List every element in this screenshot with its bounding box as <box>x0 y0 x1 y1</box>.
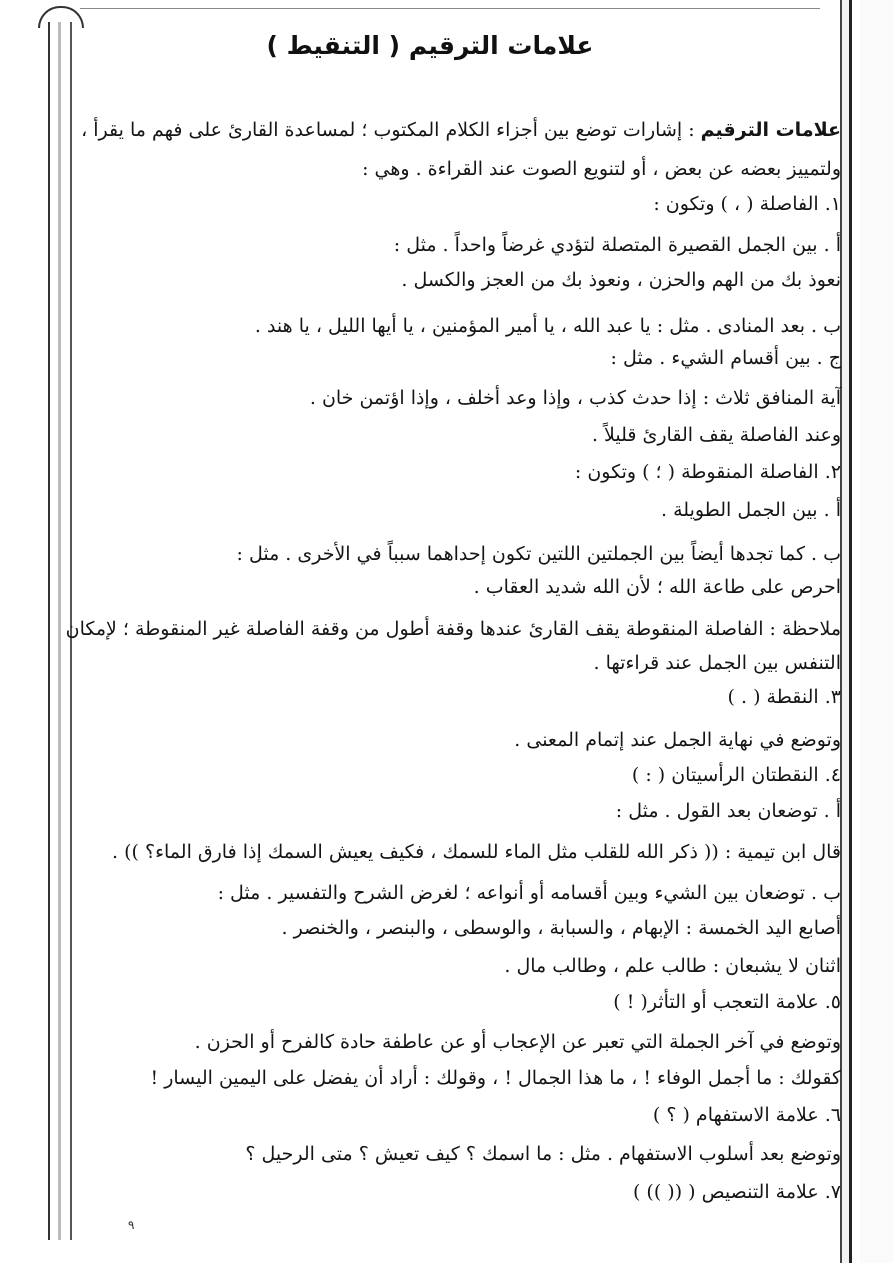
text-line: ٦. علامة الاستفهام ( ؟ ) <box>652 1104 841 1126</box>
text-line: ٣. النقطة ( . ) <box>727 686 841 708</box>
text-line: وعند الفاصلة يقف القارئ قليلاً . <box>591 424 841 446</box>
text-line: ٥. علامة التعجب أو التأثر( ! ) <box>613 991 841 1013</box>
text-line: قال ابن تيمية : (( ذكر الله للقلب مثل الماء للسمك ، فكيف يعيش السمك إذا فارق الماء؟ )) . <box>112 841 841 863</box>
text-line: ٧. علامة التنصيص ( (( )) ) <box>632 1181 841 1203</box>
text-line: أصابع اليد الخمسة : الإبهام ، والسبابة ، والوسطى ، والبنصر ، والخنصر . <box>281 917 841 939</box>
intro-continuation: ولتمييز بعضه عن بعض ، أو لتنويع الصوت عند القراءة . وهي : <box>362 158 841 180</box>
text-line: ب . كما تجدها أيضاً بين الجملتين اللتين تكون إحداهما سبباً في الأخرى . مثل : <box>236 543 841 565</box>
text-line: وتوضع بعد أسلوب الاستفهام . مثل : ما اسمك ؟ كيف تعيش ؟ متى الرحيل ؟ <box>245 1143 841 1165</box>
text-line: أ . بين الجمل القصيرة المتصلة لتؤدي غرضاً واحداً . مثل : <box>393 234 841 256</box>
text-line: كقولك : ما أجمل الوفاء ! ، ما هذا الجمال ! ، وقولك : أراد أن يفضل على اليمين اليسار ! <box>150 1067 841 1089</box>
text-line: اثنان لا يشبعان : طالب علم ، وطالب مال . <box>504 955 841 977</box>
text-line: نعوذ بك من الهم والحزن ، ونعوذ بك من العجز والكسل . <box>401 269 841 291</box>
intro-term: علامات الترقيم <box>700 119 841 141</box>
right-page-edge <box>840 0 852 1263</box>
page-title: علامات الترقيم ( التنقيط ) <box>266 31 594 60</box>
intro-definition <box>81 118 841 142</box>
text-line: ٢. الفاصلة المنقوطة ( ؛ ) وتكون : <box>574 461 841 483</box>
text-line: ملاحظة : الفاصلة المنقوطة يقف القارئ عندها وقفة أطول من وقفة الفاصلة غير المنقوطة ؛ لإمكان <box>65 618 841 640</box>
text-line: ج . بين أقسام الشيء . مثل : <box>610 347 841 369</box>
text-line: التنفس بين الجمل عند قراءتها . <box>593 652 841 674</box>
top-border-rule <box>80 8 820 9</box>
text-line: أ . بين الجمل الطويلة . <box>661 499 841 521</box>
text-line: ٤. النقطتان الرأسيتان ( : ) <box>631 764 841 786</box>
text-line: احرص على طاعة الله ؛ لأن الله شديد العقاب . <box>473 576 841 598</box>
text-line: وتوضع في نهاية الجمل عند إتمام المعنى . <box>514 729 841 751</box>
text-line: ب . بعد المنادى . مثل : يا عبد الله ، يا أمير المؤمنين ، يا أيها الليل ، يا هند . <box>254 315 841 337</box>
text-line: آية المنافق ثلاث : إذا حدث كذب ، وإذا وعد أخلف ، وإذا اؤتمن خان . <box>309 387 841 409</box>
right-margin <box>860 0 893 1263</box>
text-line: ١. الفاصلة ( ، ) وتكون : <box>653 193 841 215</box>
text-line: أ . توضعان بعد القول . مثل : <box>615 800 841 822</box>
text-line: ب . توضعان بين الشيء وبين أقسامه أو أنواعه ؛ لغرض الشرح والتفسير . مثل : <box>217 882 841 904</box>
text-line: وتوضع في آخر الجملة التي تعبر عن الإعجاب أو عن عاطفة حادة كالفرح أو الحزن . <box>194 1031 841 1053</box>
page-number: ٩ <box>128 1218 135 1232</box>
intro-definition-text: : إشارات توضع بين أجزاء الكلام المكتوب ؛ لمساعدة القارئ على فهم ما يقرأ ، <box>81 119 701 141</box>
